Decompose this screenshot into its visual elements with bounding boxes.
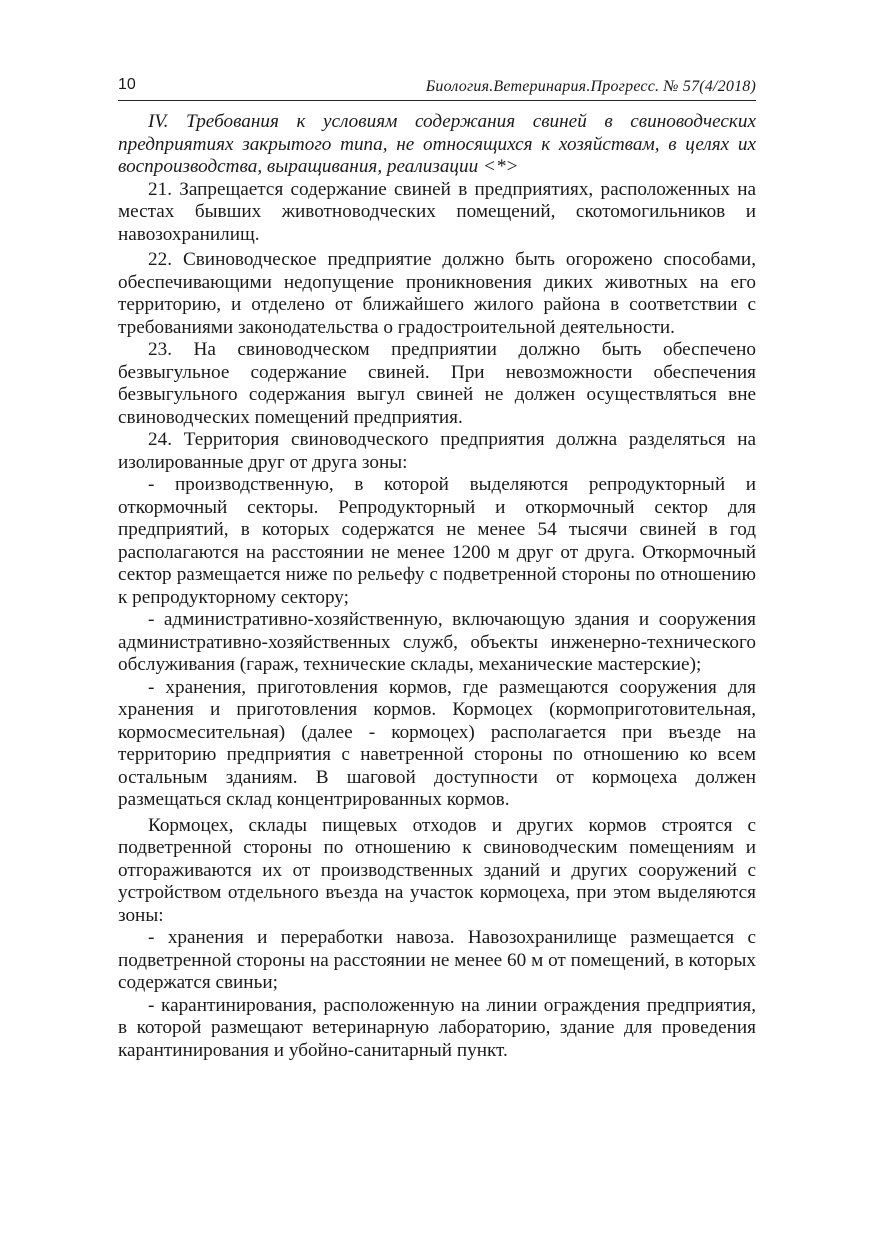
- section-heading: IV. Требования к условиям содержания свиней в свиноводческих предприятиях закрытого типа, не относящихся к хозяйствам, в целях их воспроизводства, выращивания, реализации <*>: [118, 111, 756, 177]
- list-item-administrative-zone: - административно-хозяйственную, включающую здания и сооружения административно-хозяйственных служб, объекты инженерно-технического обслуживания (гараж, технические склады, механические мастерские);: [118, 609, 756, 675]
- list-item-production-zone: - производственную, в которой выделяются репродукторный и откормочный секторы. Репродукторный и откормочный сектор для предприятий, в которых содержатся не менее 54 тысячи свиней в год располагаются на расстоянии не менее 1200 м друг от друга. Откормочный сектор размещается ниже по рельефу с подветренной стороны по отношению к репродукторному сектору;: [118, 474, 756, 608]
- paragraph-24: 24. Территория свиноводческого предприятия должна разделяться на изолированные друг от друга зоны:: [118, 429, 756, 473]
- list-item-feed-zone: - хранения, приготовления кормов, где размещаются сооружения для хранения и приготовления кормов. Кормоцех (кормоприготовительная, кормосмесительная) (далее - кормоцех) располагается при въезде на территорию предприятия с наветренной стороны по отношению ко всем остальным зданиям. В шаговой доступности от кормоцеха должен размещаться склад концентрированных кормов.: [118, 676, 756, 810]
- paragraph-23: 23. На свиноводческом предприятии должно быть обеспечено безвыгульное содержание свиней. При невозможности обеспечения безвыгульного содержания выгул свиней не должен осуществляться вне свиноводческих помещений предприятия.: [118, 339, 756, 428]
- paragraph-feed-mill: Кормоцех, склады пищевых отходов и других кормов строятся с подветренной стороны по отношению к свиноводческим помещениям и отгораживаются их от производственных зданий и других сооружений с устройством отдельного въезда на участок кормоцеха, при этом выделяются зоны:: [118, 814, 756, 926]
- running-header: [118, 76, 756, 101]
- list-item-manure-zone: - хранения и переработки навоза. Навозохранилище размещается с подветренной стороны на расстоянии не менее 60 м от помещений, в которых содержатся свиньи;: [118, 927, 756, 993]
- journal-title: Биология.Ветеринария.Прогресс. № 57(4/2018): [425, 78, 756, 95]
- paragraph-21: 21. Запрещается содержание свиней в предприятиях, расположенных на местах бывших животноводческих помещений, скотомогильников и навозохранилищ.: [118, 178, 756, 245]
- document-page: [118, 76, 756, 1062]
- paragraph-22: 22. Свиноводческое предприятие должно быть огорожено способами, обеспечивающими недопущение проникновения диких животных на его территорию, и отделено от ближайшего жилого района в соответствии с требованиями законодательства о градостроительной деятельности.: [118, 249, 756, 338]
- page-number: 10: [118, 76, 136, 93]
- list-item-quarantine-zone: - карантинирования, расположенную на линии ограждения предприятия, в которой размещают ветеринарную лабораторию, здание для проведения карантинирования и убойно-санитарный пункт.: [118, 994, 756, 1061]
